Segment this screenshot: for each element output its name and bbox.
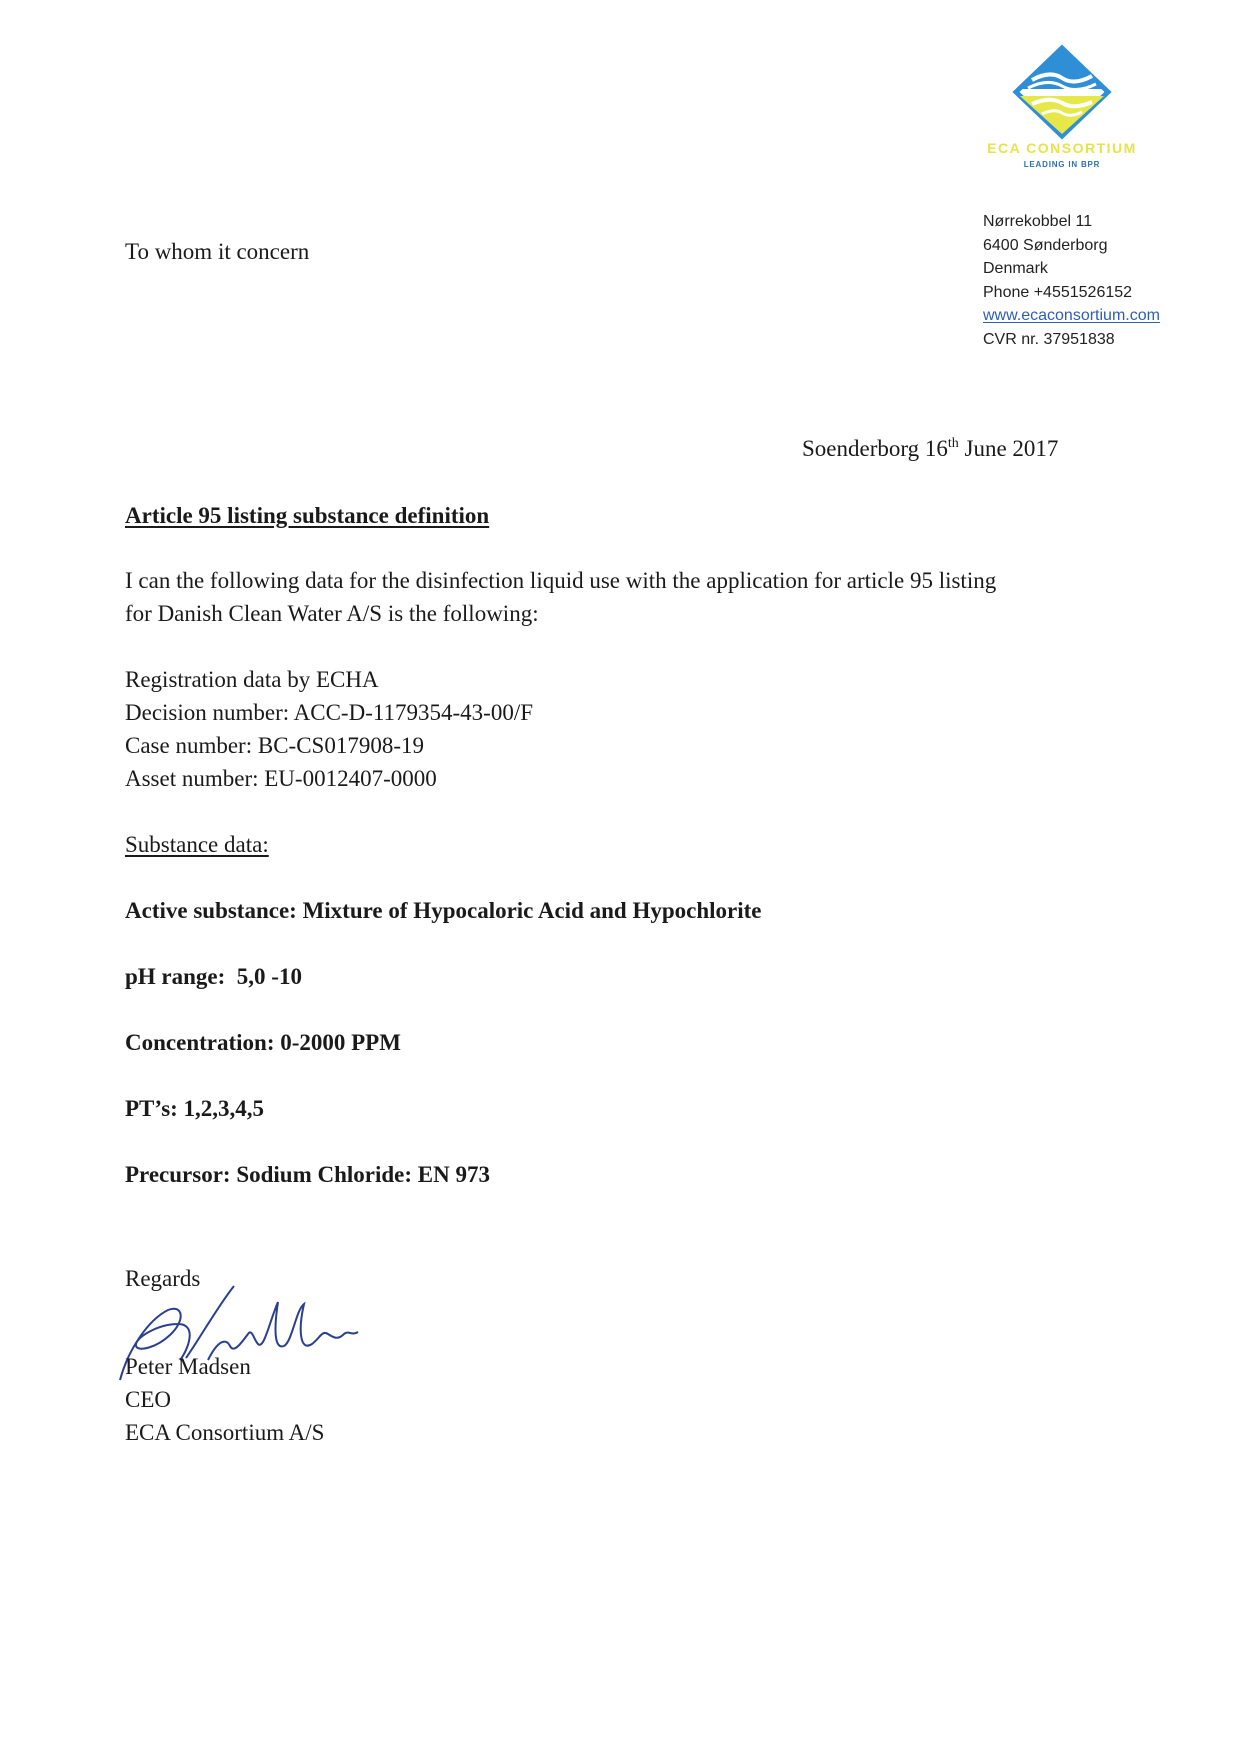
website-link[interactable]: www.ecaconsortium.com: [983, 307, 1160, 324]
registration-block: [125, 663, 1025, 795]
letter-date: [802, 432, 1058, 465]
salutation: To whom it concern: [125, 239, 310, 264]
substance-precursor: Precursor: Sodium Chloride: EN 973: [125, 1162, 491, 1187]
intro-line: for Danish Clean Water A/S is the following:: [125, 601, 539, 626]
logo-tagline: LEADING IN BPR: [1023, 160, 1101, 169]
logo-company-name: ECA CONSORTIUM: [987, 140, 1137, 156]
phone-number: Phone +4551526152: [983, 283, 1133, 301]
substance-active: Active substance: Mixture of Hypocaloric Acid and Hypochlorite: [125, 898, 762, 923]
sender-address: [983, 210, 1233, 351]
substance-heading: Substance data:: [125, 832, 269, 857]
substance-ph-range: pH range: 5,0 -10: [125, 964, 302, 989]
signatory-company: ECA Consortium A/S: [125, 1420, 325, 1445]
asset-number: Asset number: EU-0012407-0000: [125, 766, 437, 791]
address-line: Denmark: [983, 260, 1048, 277]
signatory-name: Peter Madsen: [125, 1354, 251, 1379]
cvr-number: CVR nr. 37951838: [983, 330, 1115, 348]
letter-heading: Article 95 listing substance definition: [125, 503, 490, 528]
registration-line: Registration data by ECHA: [125, 667, 379, 692]
intro-line: I can the following data for the disinfection liquid use with the application for article 95 listing: [125, 568, 997, 593]
substance-concentration: Concentration: 0-2000 PPM: [125, 1030, 401, 1055]
date-prefix: Soenderborg 16: [802, 436, 948, 461]
address-line: 6400 Sønderborg: [983, 236, 1108, 254]
substance-pts: PT’s: 1,2,3,4,5: [125, 1096, 265, 1121]
signatory-title: CEO: [125, 1387, 171, 1412]
case-number: Case number: BC-CS017908-19: [125, 733, 424, 758]
company-logo: [962, 40, 1162, 180]
intro-paragraph: [125, 564, 1125, 630]
date-ordinal: th: [947, 436, 959, 451]
decision-number: Decision number: ACC-D-1179354-43-00/F: [125, 700, 534, 725]
closing-regards: Regards: [125, 1266, 201, 1291]
address-line: Nørrekobbel 11: [983, 213, 1093, 230]
date-suffix: June 2017: [958, 436, 1059, 461]
